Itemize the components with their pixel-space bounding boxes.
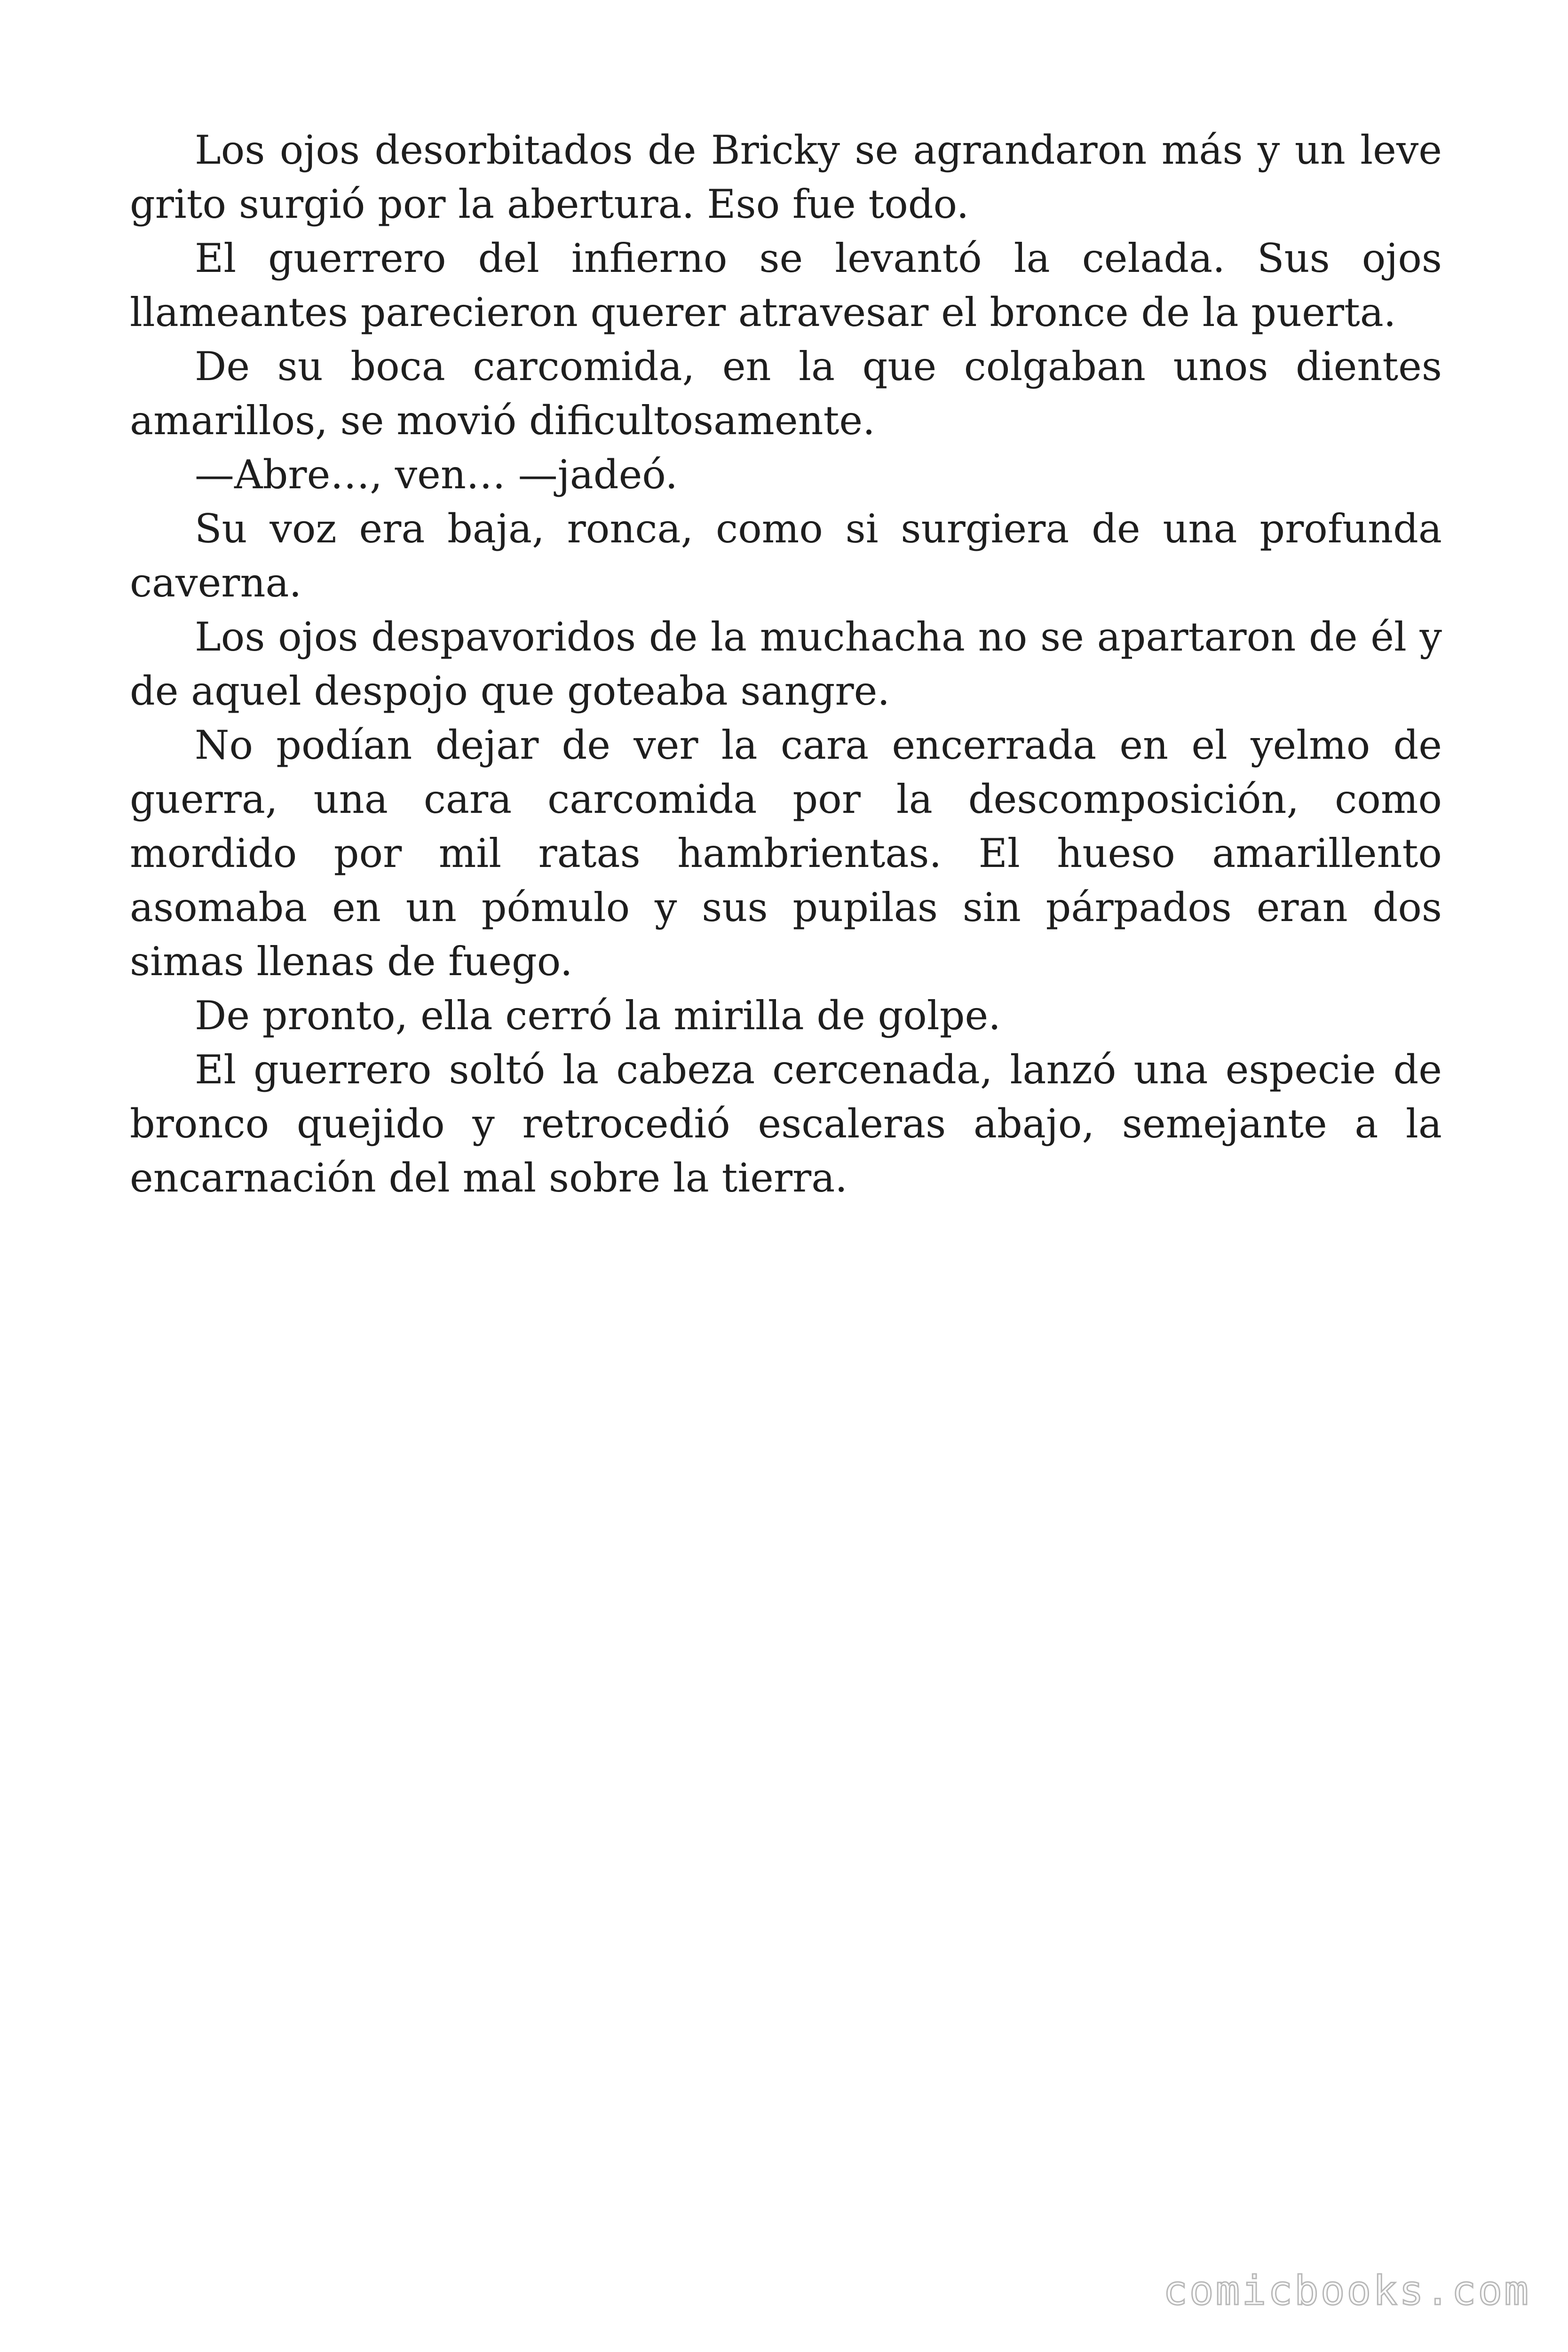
paragraph: De su boca carcomida, en la que colgaban unos dientes amarillos, se movió dificultosamente.	[130, 343, 1442, 444]
paragraph: —Abre…, ven… —jadeó.	[195, 452, 678, 498]
paragraph: El guerrero soltó la cabeza cercenada, lanzó una especie de bronco quejido y retrocedió escaleras abajo, semejante a la encarnación del mal sobre la tierra.	[130, 1047, 1442, 1201]
paragraph: De pronto, ella cerró la mirilla de golpe.	[195, 993, 1001, 1039]
watermark: comicbooks.com	[1163, 2267, 1530, 2314]
paragraph: Su voz era baja, ronca, como si surgiera de una profunda caverna.	[130, 506, 1442, 606]
paragraph: Los ojos desorbitados de Bricky se agrandaron más y un leve grito surgió por la abertura. Eso fue todo.	[130, 127, 1442, 227]
body-text	[130, 123, 1442, 1205]
paragraph: No podían dejar de ver la cara encerrada en el yelmo de guerra, una cara carcomida por la descomposición, como mordido por mil ratas hambrientas. El hueso amarillento asomaba en un pómulo y sus pupilas sin párpados eran dos simas llenas de fuego.	[130, 722, 1442, 985]
paragraph: El guerrero del infierno se levantó la celada. Sus ojos llameantes parecieron querer atravesar el bronce de la puerta.	[130, 235, 1442, 335]
paragraph: Los ojos despavoridos de la muchacha no se apartaron de él y de aquel despojo que goteaba sangre.	[130, 614, 1442, 714]
